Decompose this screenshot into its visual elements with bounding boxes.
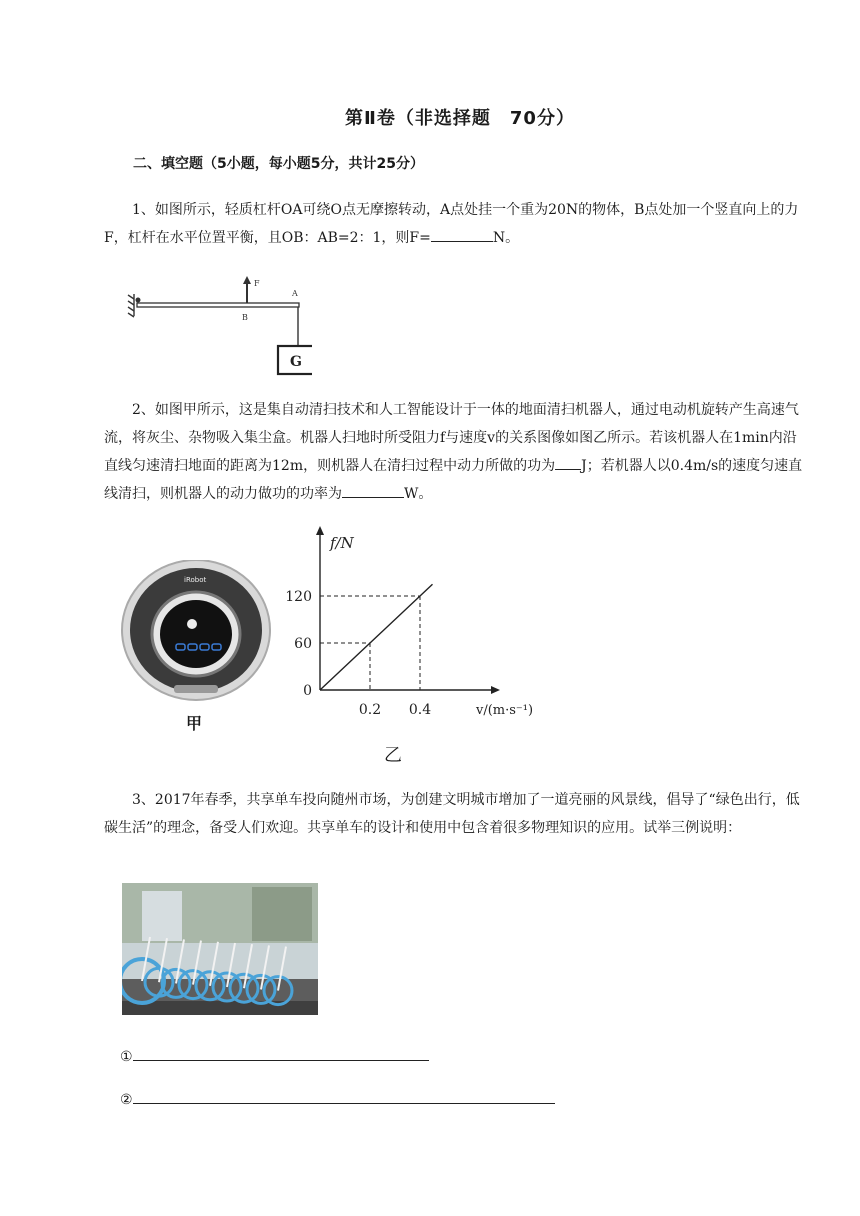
figure-caption-yi: 乙 xyxy=(384,745,402,766)
section-heading: 二、填空题（5小题，每小题5分，共计25分） xyxy=(133,156,424,172)
friction-velocity-chart xyxy=(282,522,552,734)
answer-blank-q2-work[interactable] xyxy=(555,455,581,470)
point-b-label: B xyxy=(242,313,248,322)
question-3-text: 3、2017年春季，共享单车投向随州市场，为创建文明城市增加了一道亮丽的风景线，倡导了“绿色出行，低碳生活”的理念，备受人们欢迎。共享单车的设计和使用中包含着很多物理知识的应用。试举三例说明： xyxy=(104,792,800,836)
question-1-text-b: N。 xyxy=(492,230,520,246)
y-axis-arrow xyxy=(316,526,324,535)
question-1-text-a: 1、如图所示，轻质杠杆OA可绕O点无摩擦转动，A点处挂一个重为20N的物体，B点处加一个竖直向上的力F，杠杆在水平位置平衡，且OB：AB=2：1，则F= xyxy=(104,202,799,246)
answer-marker-1: ① xyxy=(120,1049,133,1065)
answer-blank-1[interactable] xyxy=(133,1046,429,1061)
force-label: F xyxy=(254,279,260,288)
robot-brand-text: iRobot xyxy=(184,576,207,584)
question-2-text-b: J；若机器人以0.4m/s的速度匀速直线清扫，则机器人的动力做功的功率为 xyxy=(104,458,803,502)
x-axis-arrow xyxy=(491,686,500,694)
robot-bumper-tab xyxy=(174,685,218,693)
point-a-label: A xyxy=(292,289,298,298)
x-tick-label-0: 0.2 xyxy=(358,702,382,718)
question-2-text-a: 2、如图甲所示，这是集自动清扫技术和人工智能设计于一体的地面清扫机器人，通过电动机旋转产生高速气流，将灰尘、杂物吸入集尘盒。机器人扫地时所受阻力f与速度v的关系图像如图乙所示。若该机器人在1min内沿直线匀速清扫地面的距离为12m，则机器人在清扫过程中动力所做的功为 xyxy=(104,402,799,474)
figure-caption-jia: 甲 xyxy=(186,714,203,733)
wall-hatch xyxy=(128,294,134,317)
y-tick-label-2: 120 xyxy=(285,589,312,605)
robot-control-disc xyxy=(160,600,232,668)
pivot-o xyxy=(136,298,141,303)
shared-bikes-photo xyxy=(122,883,318,1015)
lever-bar xyxy=(137,303,299,307)
answer-line-2 xyxy=(120,1089,555,1108)
x-tick-label-1: 0.4 xyxy=(408,702,432,718)
x-axis-label: v/(m·s⁻¹) xyxy=(476,703,534,718)
y-tick-label-1: 60 xyxy=(294,636,312,652)
weight-label: G xyxy=(290,354,302,370)
robot-vacuum-image xyxy=(118,560,278,705)
answer-blank-q1[interactable] xyxy=(431,227,493,242)
question-2-text xyxy=(104,396,804,508)
power-button-icon xyxy=(187,619,197,629)
photo-building xyxy=(142,891,182,941)
question-2-text-c: W。 xyxy=(404,486,433,502)
photo-tree xyxy=(252,887,312,941)
page-title: 第Ⅱ卷（非选择题 70分） xyxy=(345,108,575,129)
photo-curb xyxy=(122,1001,318,1015)
answer-marker-2: ② xyxy=(120,1092,133,1108)
answer-line-1 xyxy=(120,1046,429,1065)
answer-blank-q2-power[interactable] xyxy=(342,483,404,498)
y-axis-label: f/N xyxy=(330,534,354,552)
series-line xyxy=(320,584,433,690)
lever-figure xyxy=(122,268,312,378)
force-arrowhead xyxy=(243,276,251,284)
y-tick-label-0: 0 xyxy=(303,683,312,699)
question-1-text xyxy=(104,196,804,252)
answer-blank-2[interactable] xyxy=(133,1089,555,1104)
